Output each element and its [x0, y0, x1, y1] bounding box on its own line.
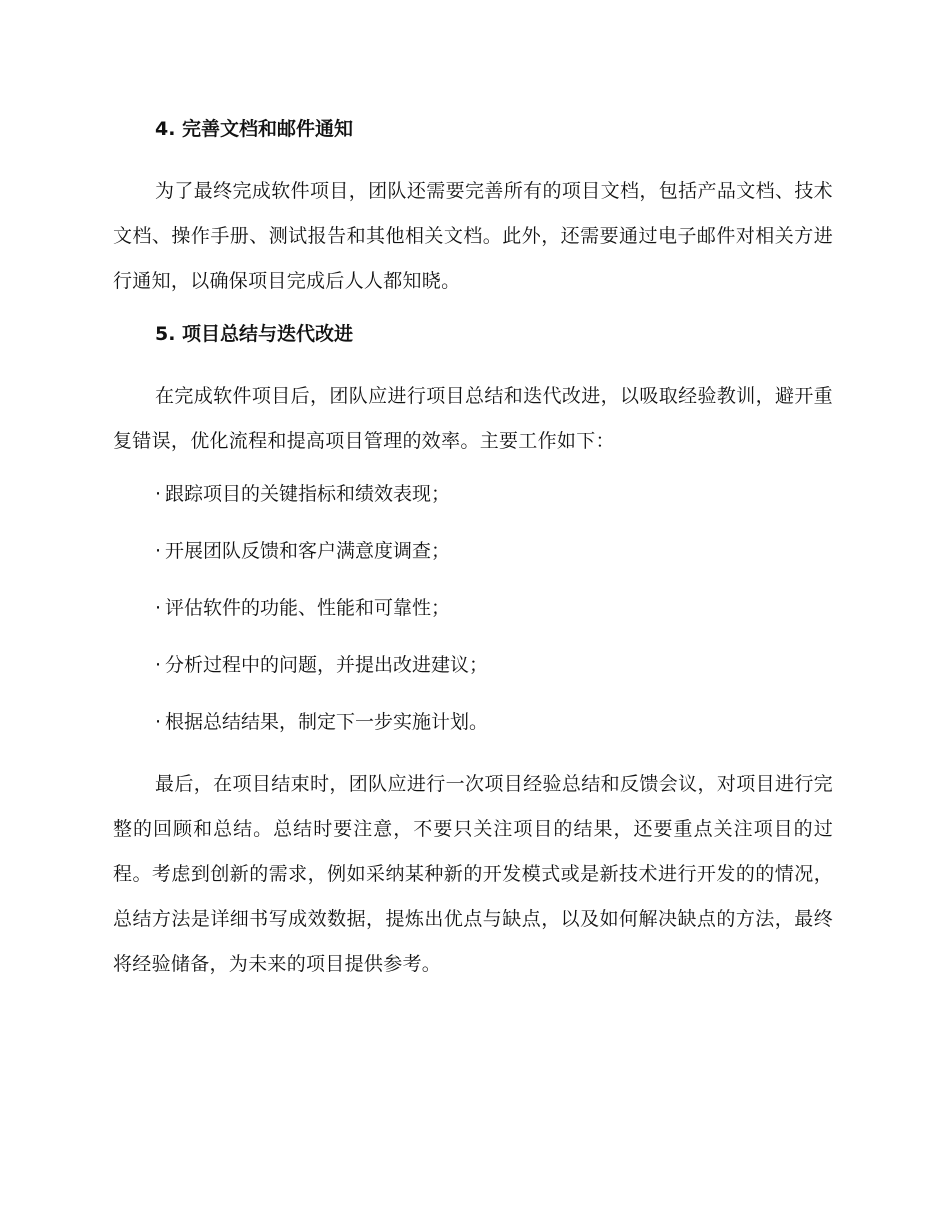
list-item-text: 跟踪项目的关键指标和绩效表现；	[165, 483, 451, 505]
bullet-icon: ·	[155, 654, 162, 676]
bullet-icon: ·	[155, 597, 162, 619]
bullet-icon: ·	[155, 540, 162, 562]
list-item	[113, 648, 833, 682]
summary-bullet-list	[113, 477, 833, 739]
bullet-icon: ·	[155, 483, 162, 505]
list-item	[113, 705, 833, 739]
list-item	[113, 477, 833, 511]
list-item-text: 分析过程中的问题，并提出改进建议；	[165, 654, 489, 676]
section-heading-5: 5. 项目总结与迭代改进	[155, 323, 354, 345]
section-5-intro-paragraph: 在完成软件项目后，团队应进行项目总结和迭代改进，以吸取经验教训，避开重复错误，优化流程和提高项目管理的效率。主要工作如下：	[113, 385, 833, 452]
list-item	[113, 591, 833, 625]
list-item-text: 评估软件的功能、性能和可靠性；	[165, 597, 451, 619]
list-item-text: 根据总结结果，制定下一步实施计划。	[165, 711, 489, 733]
document-body	[113, 112, 833, 987]
closing-paragraph: 最后，在项目结束时，团队应进行一次项目经验总结和反馈会议，对项目进行完整的回顾和总结。总结时要注意，不要只关注项目的结果，还要重点关注项目的过程。考虑到创新的需求，例如采纳某种新的开发模式或是新技术进行开发的的情况，总结方法是详细书写成效数据，提炼出优点与缺点，以及如何解决缺点的方法，最终将经验储备，为未来的项目提供参考。	[113, 773, 833, 975]
bullet-icon: ·	[155, 711, 162, 733]
list-item-text: 开展团队反馈和客户满意度调查；	[165, 540, 451, 562]
section-4-paragraph: 为了最终完成软件项目，团队还需要完善所有的项目文档，包括产品文档、技术文档、操作手册、测试报告和其他相关文档。此外，还需要通过电子邮件对相关方进行通知，以确保项目完成后人人都知晓。	[113, 180, 833, 292]
section-heading-4: 4. 完善文档和邮件通知	[155, 118, 354, 140]
list-item	[113, 534, 833, 568]
